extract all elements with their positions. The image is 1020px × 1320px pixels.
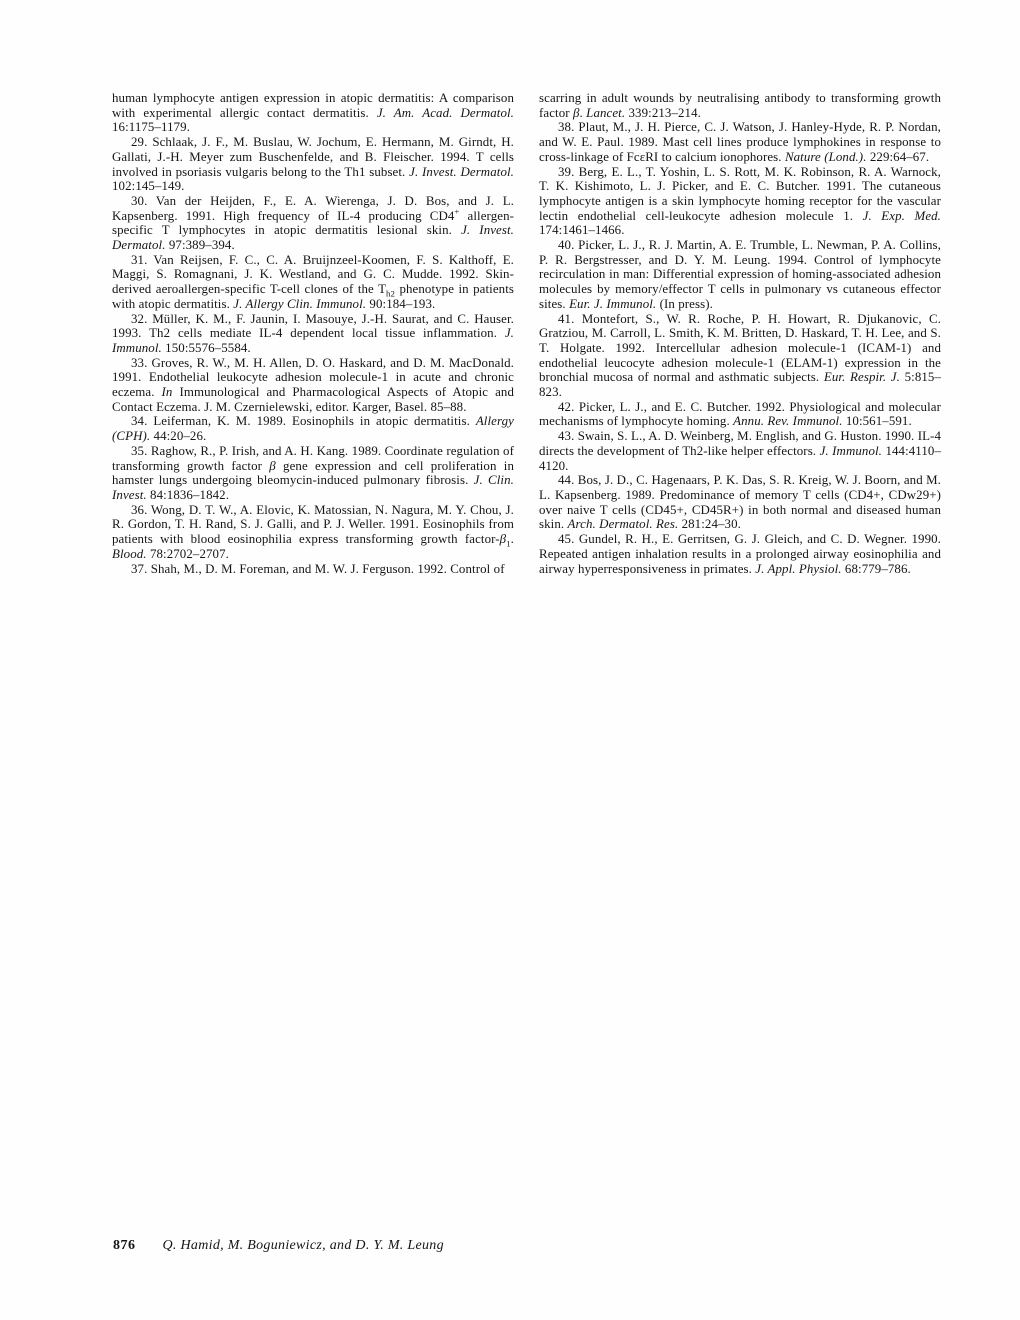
reference-entry: scarring in adult wounds by neutralising antibody to transforming growth factor β. Lancet. 339:213–214. [539, 91, 941, 120]
reference-entry: 42. Picker, L. J., and E. C. Butcher. 1992. Physiological and molecular mechanisms of lymphocyte homing. Annu. Rev. Immunol. 10:561–591. [539, 399, 941, 429]
reference-entry: 32. Müller, K. M., F. Jaunin, I. Masouye, J.-H. Saurat, and C. Hauser. 1993. Th2 cells mediate IL-4 dependent local tissue inflammation. J. Immunol. 150:5576–5584. [112, 311, 514, 355]
footer-authors: Q. Hamid, M. Boguniewicz, and D. Y. M. Leung [162, 1238, 444, 1253]
reference-entry: human lymphocyte antigen expression in atopic dermatitis: A comparison with experimental allergic contact dermatitis. J. Am. Acad. Dermatol. 16:1175–1179. [112, 91, 515, 135]
reference-entry: 45. Gundel, R. H., E. Gerritsen, G. J. Gleich, and C. D. Wegner. 1990. Repeated antigen inhalation results in a prolonged airway eosinophilia and airway hyperresponsiveness in primates. J. Appl. Physiol. 68:779–786. [539, 532, 941, 576]
references-column-right [539, 91, 941, 576]
reference-entry: 31. Van Reijsen, F. C., C. A. Bruijnzeel-Koomen, F. S. Kalthoff, E. Maggi, S. Romagnani, J. K. Westland, and G. C. Mudde. 1992. Skin-derived aeroallergen-specific T-cell clones of the $T_{h2}$ phenotype in patients with atopic dermatitis. J. Allergy Clin. Immunol. 90:184–193. [112, 252, 515, 311]
reference-entry: 29. Schlaak, J. F., M. Buslau, W. Jochum, E. Hermann, M. Girndt, H. Gallati, J.-H. Meyer zum Buschenfelde, and B. Fleischer. 1994. T cells involved in psoriasis vulgaris belong to the Th1 subset. J. Invest. Dermatol. 102:145–149. [112, 135, 514, 194]
reference-entry: 33. Groves, R. W., M. H. Allen, D. O. Haskard, and D. M. MacDonald. 1991. Endothelial leukocyte adhesion molecule-1 in acute and chronic eczema. In Immunological and Pharmacological Aspects of Atopic and Contact Eczema. J. M. Czernielewski, editor. Karger, Basel. 85–88. [112, 355, 514, 414]
page-footer [113, 1238, 444, 1254]
reference-entry: 34. Leiferman, K. M. 1989. Eosinophils in atopic dermatitis. Allergy (CPH). 44:20–26. [112, 414, 514, 444]
references-column-left [112, 91, 514, 576]
reference-entry: 37. Shah, M., D. M. Foreman, and M. W. J. Ferguson. 1992. Control of [131, 561, 505, 576]
reference-entry: 35. Raghow, R., P. Irish, and A. H. Kang. 1989. Coordinate regulation of transforming growth factor β gene expression and cell proliferation in hamster lungs undergoing bleomycin-induced pulmonary fibrosis. J. Clin. Invest. 84:1836–1842. [112, 443, 514, 502]
reference-entry: 43. Swain, S. L., A. D. Weinberg, M. English, and G. Huston. 1990. IL-4 directs the development of Th2-like helper effectors. J. Immunol. 144:4110–4120. [539, 429, 942, 473]
reference-entry: 39. Berg, E. L., T. Yoshin, L. S. Rott, M. K. Robinson, R. A. Warnock, T. K. Kishimoto, L. J. Picker, and E. C. Butcher. 1991. The cutaneous lymphocyte antigen is a skin lymphocyte homing receptor for the vascular lectin endothelial cell-leukocyte adhesion molecule 1. J. Exp. Med. 174:1461–1466. [539, 164, 942, 238]
reference-entry: 41. Montefort, S., W. R. Roche, P. H. Howart, R. Djukanovic, C. Gratziou, M. Carroll, L. Smith, K. M. Britten, D. Haskard, T. H. Lee, and S. T. Holgate. 1992. Intercellular adhesion molecule-1 (ICAM-1) and endothelial leucocyte adhesion molecule-1 (ELAM-1) expression in the bronchial mucosa of normal and asthmatic subjects. Eur. Respir. J. 5:815–823. [539, 311, 942, 400]
reference-entry: 36. Wong, D. T. W., A. Elovic, K. Matossian, N. Nagura, M. Y. Chou, J. R. Gordon, T. H. Rand, S. J. Galli, and P. J. Weller. 1991. Eosinophils from patients with blood eosinophilia express transforming growth factor-$\beta_1$. Blood. 78:2702–2707. [112, 502, 514, 561]
reference-entry: 40. Picker, L. J., R. J. Martin, A. E. Trumble, L. Newman, P. A. Collins, P. R. Bergstresser, and D. Y. M. Leung. 1994. Control of lymphocyte recirculation in man: Differential expression of homing-associated adhesion molecules by memory/effector T cells in pulmonary vs cutaneous effector sites. Eur. J. Immunol. (In press). [539, 238, 941, 311]
reference-entry: 38. Plaut, M., J. H. Pierce, C. J. Watson, J. Hanley-Hyde, R. P. Nordan, and W. E. Paul. 1989. Mast cell lines produce lymphokines in response to cross-linkage of FcεRI to calcium ionophores. Nature (Lond.). 229:64–67. [539, 120, 941, 164]
reference-entry: 30. Van der Heijden, F., E. A. Wierenga, J. D. Bos, and J. L. Kapsenberg. 1991. High frequency of IL-4 producing CD4+ allergen-specific T lymphocytes in atopic dermatitis lesional skin. J. Invest. Dermatol. 97:389–394. [112, 193, 515, 253]
page-number: 876 [113, 1238, 136, 1253]
reference-entry: 44. Bos, J. D., C. Hagenaars, P. K. Das, S. R. Kreig, W. J. Boorn, and M. L. Kapsenberg. 1989. Predominance of memory T cells (CD4+, CDw29+) over naive T cells (CD45+, CD45R+) in both normal and diseased human skin. Arch. Dermatol. Res. 281:24–30. [539, 473, 941, 532]
